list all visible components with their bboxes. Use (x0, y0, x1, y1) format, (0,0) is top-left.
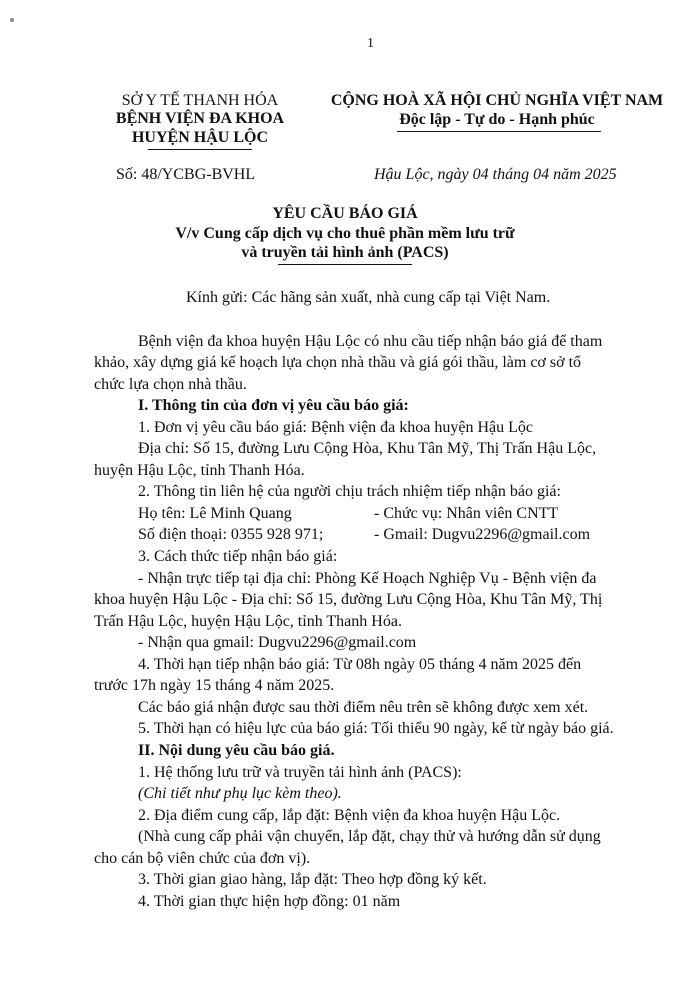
document-title: YÊU CẦU BÁO GIÁ (272, 205, 418, 222)
scan-speck (10, 18, 14, 22)
place-date: Hậu Lộc, ngày 04 tháng 04 năm 2025 (374, 166, 617, 183)
contact-role: - Chức vụ: Nhân viên CNTT (374, 505, 559, 522)
supplier-duty-line2: cho cán bộ viên chức của đơn vị). (94, 850, 311, 867)
receipt-direct-line3: Trấn Hậu Lộc, huyện Hậu Lộc, tỉnh Thanh Hóa. (94, 613, 402, 630)
contact-name: Họ tên: Lê Minh Quang (138, 505, 292, 522)
delivery-location: 2. Địa điểm cung cấp, lắp đặt: Bệnh viện đa khoa huyện Hậu Lộc. (138, 807, 561, 824)
hospital-name-line1: BỆNH VIỆN ĐA KHOA (115, 110, 285, 127)
page-number: 1 (367, 36, 374, 51)
department-name: SỞ Y TẾ THANH HÓA (121, 92, 279, 109)
appendix-note: (Chi tiết như phụ lục kèm theo). (138, 785, 342, 802)
deadline-line1: 4. Thời hạn tiếp nhận báo giá: Từ 08h ngày 05 tháng 4 năm 2025 đến (138, 656, 582, 673)
supplier-duty-line1: (Nhà cung cấp phải vận chuyển, lắp đặt, chạy thử và hướng dẫn sử dụng (138, 828, 601, 845)
quote-validity: 5. Thời hạn có hiệu lực của báo giá: Tối thiểu 90 ngày, kể từ ngày báo giá. (138, 720, 614, 737)
receipt-method-heading: 3. Cách thức tiếp nhận báo giá: (138, 548, 338, 565)
subject-line2: và truyền tải hình ảnh (PACS) (241, 244, 449, 261)
intro-line3: chức lựa chọn nhà thầu. (94, 376, 247, 393)
recipient-line: Kính gửi: Các hãng sản xuất, nhà cung cấp tại Việt Nam. (186, 289, 551, 306)
national-motto: Độc lập - Tự do - Hạnh phúc (399, 111, 595, 128)
address-line2: huyện Hậu Lộc, tỉnh Thanh Hóa. (94, 462, 305, 479)
subject-line1: V/v Cung cấp dịch vụ cho thuê phần mềm lưu trữ (175, 225, 515, 242)
intro-line1: Bệnh viện đa khoa huyện Hậu Lộc có nhu cầu tiếp nhận báo giá để tham (138, 333, 603, 350)
document-number: Số: 48/YCBG-BVHL (116, 166, 256, 183)
pacs-item: 1. Hệ thống lưu trữ và truyền tải hình ảnh (PACS): (138, 764, 462, 781)
section-2-heading: II. Nội dung yêu cầu báo giá. (138, 742, 335, 759)
intro-line2: khảo, xây dựng giá kế hoạch lựa chọn nhà thầu và giá gói thầu, làm cơ sở tổ (94, 354, 582, 371)
national-title: CỘNG HOÀ XÃ HỘI CHỦ NGHĨA VIỆT NAM (330, 92, 664, 109)
requester-unit: 1. Đơn vị yêu cầu báo giá: Bệnh viện đa khoa huyện Hậu Lộc (138, 419, 534, 436)
receipt-direct-line1: - Nhận trực tiếp tại địa chỉ: Phòng Kế Hoạch Nghiệp Vụ - Bệnh viện đa (138, 570, 597, 587)
receipt-direct-line2: khoa huyện Hậu Lộc - Địa chỉ: Số 15, đường Lưu Cộng Hòa, Khu Tân Mỹ, Thị (94, 591, 603, 608)
contract-duration: 4. Thời gian thực hiện hợp đồng: 01 năm (138, 893, 401, 910)
title-underline (278, 264, 412, 265)
address-line1: Địa chỉ: Số 15, đường Lưu Cộng Hòa, Khu Tân Mỹ, Thị Trấn Hậu Lộc, (138, 440, 597, 457)
delivery-time: 3. Thời gian giao hàng, lắp đặt: Theo hợp đồng ký kết. (138, 871, 487, 888)
late-quote-note: Các báo giá nhận được sau thời điểm nêu trên sẽ không được xem xét. (138, 699, 589, 716)
receipt-gmail: - Nhận qua gmail: Dugvu2296@gmail.com (138, 634, 417, 651)
deadline-line2: trước 17h ngày 15 tháng 4 năm 2025. (94, 677, 335, 694)
contact-gmail: - Gmail: Dugvu2296@gmail.com (374, 526, 591, 543)
section-1-heading: I. Thông tin của đơn vị yêu cầu báo giá: (138, 397, 409, 414)
hospital-name-line2: HUYỆN HẬU LỘC (131, 129, 268, 146)
contact-heading: 2. Thông tin liên hệ của người chịu trách nhiệm tiếp nhận báo giá: (138, 483, 561, 500)
contact-phone: Số điện thoại: 0355 928 971; (138, 526, 324, 543)
left-header-underline (148, 149, 252, 150)
motto-underline (397, 131, 601, 132)
